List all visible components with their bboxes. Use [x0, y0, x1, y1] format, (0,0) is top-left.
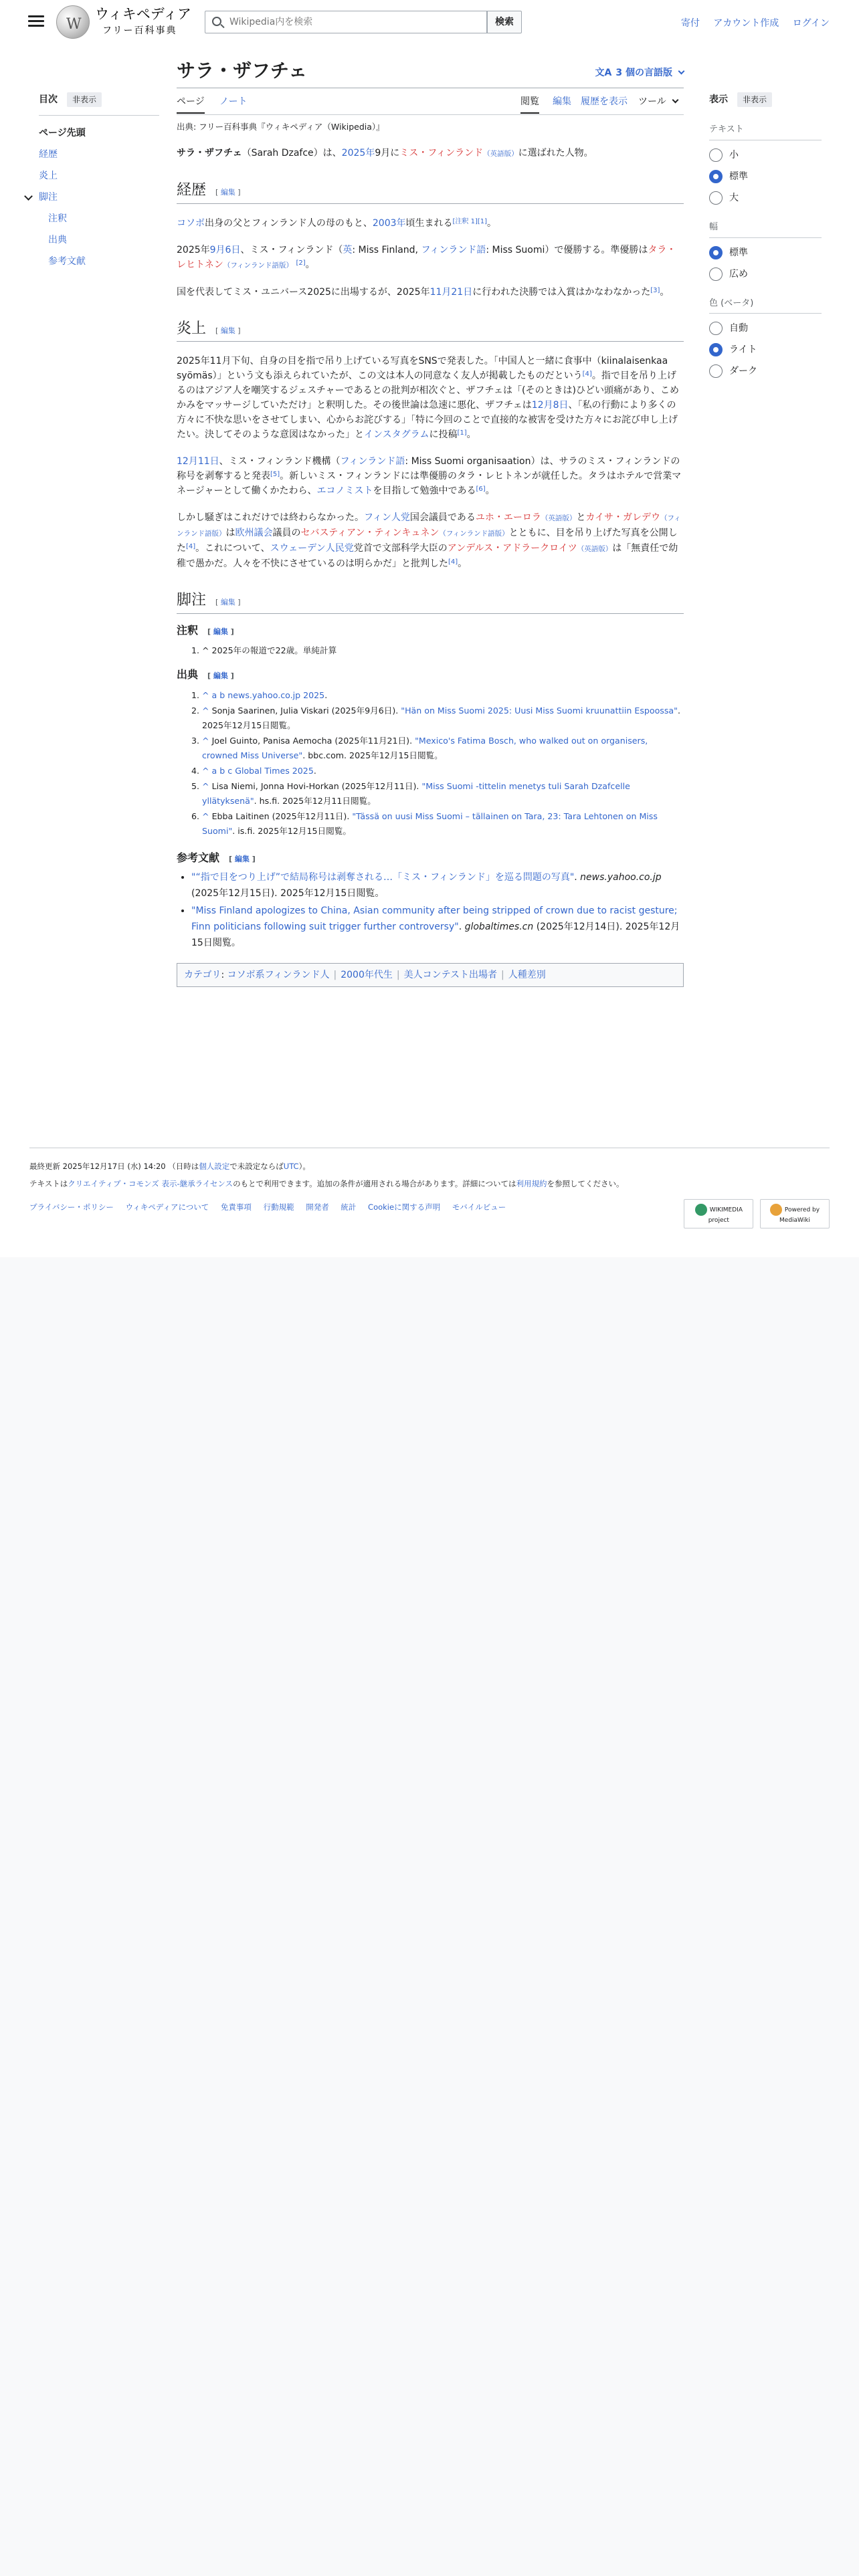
text: 議員の [272, 528, 301, 539]
backlink[interactable]: ^ [202, 780, 209, 791]
language-count: 3 個の言語版 [615, 68, 672, 78]
link-sebastian[interactable]: セバスティアン・ティンキュネン [300, 528, 440, 539]
text: . [324, 689, 328, 700]
text: . hs.fi. 2025年12月11日閲覧。 [254, 795, 376, 806]
text: : Miss Finland, [352, 244, 421, 255]
reference-item [202, 779, 684, 809]
heading-text: 注釈 [177, 623, 199, 637]
link-finnish-version[interactable]: （フィンランド語版） [223, 261, 294, 270]
ref-link[interactable]: [3] [650, 286, 660, 294]
text: . is.fi. 2025年12月15日閲覧。 [232, 825, 351, 836]
radio-width-standard[interactable] [709, 242, 822, 263]
toc-item-bibliography[interactable]: 参考文献 [48, 256, 86, 267]
radio-color-light[interactable] [709, 339, 822, 360]
bibliography-link[interactable]: "Miss Finland apologizes to China, Asian community after being stripped of crown due to racist gesture; Finn politicians following suit trigger further controversy" [191, 905, 678, 932]
appearance-panel [709, 91, 822, 382]
ref-link[interactable]: [2] [296, 259, 306, 267]
link-finnish[interactable]: フィンランド語 [421, 244, 486, 255]
edit-section: [ 編集 ] [207, 671, 234, 681]
heading-text: 出典 [177, 668, 199, 681]
ref-link[interactable]: [1] [457, 429, 467, 437]
heading-career [177, 181, 684, 204]
radio-label: 標準 [729, 247, 748, 258]
text: に投稿 [429, 429, 458, 441]
text: 頃生まれる [405, 217, 453, 229]
heading-text: 参考文献 [177, 851, 220, 864]
link-english-version[interactable]: （英語版） [483, 150, 518, 158]
radio-text-standard[interactable] [709, 166, 822, 187]
radio-label: 広め [729, 268, 748, 280]
search-button[interactable]: 検索 [487, 11, 522, 33]
radio-text-large[interactable] [709, 187, 822, 209]
last-modified [29, 1160, 830, 1172]
license-text [29, 1178, 830, 1190]
logo-title[interactable]: ウィキペディア [95, 6, 192, 22]
edit-section: [ 編集 ] [229, 854, 256, 863]
edit-link[interactable]: 編集 [220, 598, 235, 607]
heading-flame [177, 320, 684, 342]
radio-icon [709, 364, 723, 378]
toc-item-notes-row [39, 187, 159, 208]
section-label: テキスト [709, 123, 822, 140]
footer-link-stats[interactable]: 統計 [341, 1202, 357, 1212]
link-finnish-version[interactable]: （フィンランド語版） [439, 530, 509, 538]
link-miss-finland[interactable]: ミス・フィンランド [399, 148, 484, 158]
link-finnish[interactable]: フィンランド語 [340, 456, 405, 467]
flame-paragraph-2 [177, 454, 684, 498]
appearance-title: 表示 [709, 94, 728, 105]
link-economist[interactable]: エコノミスト [316, 486, 373, 497]
heading-bibliography [177, 851, 684, 865]
text: 国会議員である [409, 512, 476, 524]
edit-link[interactable]: 編集 [213, 671, 228, 681]
text: Sonja Saarinen, Julia Viskari (2025年9月6日). [211, 705, 401, 716]
utc-link[interactable]: UTC [283, 1162, 299, 1171]
chevron-down-icon [672, 97, 678, 104]
tab-talk[interactable]: ノート [219, 96, 248, 107]
link-2003[interactable]: 2003年 [372, 217, 406, 229]
publisher: globaltimes.cn [464, 921, 534, 932]
chevron-down-icon [678, 68, 685, 75]
text: Ebba Laitinen (2025年12月11日). [211, 811, 353, 821]
categories-link[interactable]: カテゴリ [184, 969, 221, 980]
link-finns-party[interactable]: フィン人党 [364, 512, 410, 524]
search-box [205, 11, 487, 33]
edit-link[interactable]: 編集 [220, 326, 235, 335]
translate-icon: 文A [595, 68, 612, 78]
text: 。これについて、 [195, 543, 270, 554]
reference-link[interactable]: "Tässä on uusi Miss Suomi – tällainen on Tara, 23: Tara Lehtonen on Miss Suomi" [202, 811, 658, 836]
text: （Sarah Dzafce）は、 [242, 148, 342, 158]
text: 。 [466, 429, 476, 441]
bibliography-link[interactable]: "“指で目をつり上げ”で結局称号は剥奪される…「ミス・フィンランド」を巡る問題の写真" [191, 871, 575, 883]
table-of-contents [39, 91, 159, 272]
text: 。 [485, 486, 495, 497]
toc-divider [39, 115, 159, 116]
text: は [225, 528, 235, 539]
footer-link-developers[interactable]: 開発者 [306, 1202, 329, 1212]
link-date[interactable]: 12月11日 [177, 456, 219, 467]
login-link[interactable]: ログイン [792, 18, 830, 29]
footer-link-privacy[interactable]: プライバシー・ポリシー [29, 1202, 114, 1212]
radio-color-dark[interactable] [709, 360, 822, 382]
category-box: カテゴリ: コソボ系フィンランド人 | 2000年代生 | 美人コンテスト出場者 | 人種差別 [177, 963, 684, 987]
text: . [458, 921, 465, 932]
reference-link[interactable]: news.yahoo.co.jp 2025 [227, 689, 325, 700]
link-date[interactable]: 11月21日 [430, 286, 473, 298]
radio-width-wide[interactable] [709, 263, 822, 285]
reference-link[interactable]: "Mexico's Fatima Bosch, who walked out on organisers, crowned Miss Universe" [202, 735, 648, 760]
color-section [709, 297, 822, 383]
link-finnish-version[interactable]: （フィンランド語版） [177, 514, 681, 538]
radio-color-auto[interactable] [709, 318, 822, 339]
text: 2025年11月下旬、自身の目を指で吊り上げている写真をSNSで発表した。「中国人と一緒に食事中（kiinalaisenkaa syömäs）」という文も添えられていたが、この文は本人の同意なく友人が掲載したものだという [177, 356, 668, 382]
text: を参照してください。 [547, 1179, 624, 1189]
radio-icon [709, 191, 723, 205]
toc-hide-button[interactable]: 非表示 [67, 92, 102, 107]
ref-link[interactable]: [5] [270, 471, 280, 479]
wikimedia-icon [695, 1204, 707, 1216]
text-size-section [709, 123, 822, 209]
edit-section: [ 編集 ] [215, 326, 241, 335]
text: (2025年12月14日). 2025年12月15日閲覧。 [191, 921, 680, 948]
footer-link-disclaimer[interactable]: 免責事項 [220, 1202, 252, 1212]
link-juho[interactable]: ユホ・エーロラ [475, 512, 541, 524]
link-kosovo[interactable]: コソボ [177, 217, 205, 229]
wikimedia-badge[interactable] [684, 1199, 753, 1228]
category-link[interactable]: 2000年代生 [341, 969, 393, 980]
bibliography-item [191, 903, 684, 951]
page-title: サラ・ザフチェ [177, 60, 308, 82]
radio-label: 小 [729, 149, 739, 160]
backlink[interactable]: ^ [202, 735, 209, 746]
text: しかし騒ぎはこれだけでは終わらなかった。 [177, 512, 364, 524]
reference-link[interactable]: Global Times 2025 [235, 765, 314, 776]
personal-tools [670, 16, 830, 31]
flame-paragraph-1 [177, 354, 684, 442]
backlink[interactable]: ^ [202, 705, 209, 716]
reference-item [202, 734, 684, 763]
radio-selected-icon [709, 343, 723, 356]
section-label: 幅 [709, 221, 822, 238]
ref-link[interactable]: [4] [448, 558, 458, 566]
text: 党首で文部科学大臣の [353, 543, 448, 554]
logo-tagline: フリー百科事典 [102, 25, 177, 36]
appearance-hide-button[interactable]: 非表示 [737, 92, 772, 107]
tab-read[interactable]: 閲覧 [520, 94, 539, 114]
toc-item-notes[interactable]: 脚注 [39, 192, 58, 203]
radio-text-small[interactable] [709, 144, 822, 166]
radio-icon [709, 322, 723, 335]
link-tara[interactable]: タラ・レヒトネン [177, 244, 676, 270]
career-paragraph-1 [177, 216, 684, 231]
tab-edit[interactable]: 編集 [553, 96, 571, 107]
edit-link[interactable]: 編集 [220, 188, 235, 197]
text: 。 [458, 558, 468, 570]
text: 、「私の行動により多くの方々に不快な思いをさせてしまい、心からお詫びする」「特に今回のことで直接的な被害を受けた方々にお詫び申し上げたい。決してそのような意図はなかった」と [177, 400, 678, 441]
text: 2025年 [177, 244, 210, 255]
link-english-version[interactable]: （英語版） [541, 514, 577, 523]
text: 。指で目を吊り上げるのはアジア人を嘲笑するジェスチャーであるとの批判が相次ぐと、ザフチェは「(そのときは)ひどい頭痛があり、こめかみをマッサージしていただけ」と釈明した。その後世論は急速に悪化、ザフチェは [177, 370, 679, 411]
language-button[interactable] [595, 66, 684, 80]
toc-header [39, 91, 159, 111]
tab-history[interactable]: 履歴を表示 [581, 96, 628, 107]
radio-icon [709, 148, 723, 162]
search-icon [212, 17, 221, 26]
flame-paragraph-3 [177, 510, 684, 571]
mediawiki-icon [770, 1204, 782, 1216]
heading-note-sub [177, 623, 684, 638]
link-2025[interactable]: 2025年 [341, 148, 375, 158]
ref-link[interactable]: [4] [186, 543, 196, 551]
text: 。 [660, 286, 670, 298]
tab-page[interactable]: ページ [177, 94, 205, 114]
reference-link[interactable]: "Hän on Miss Suomi 2025: Uusi Miss Suomi kruunattiin Espoossa" [401, 705, 678, 716]
tools-menu[interactable] [638, 94, 678, 109]
notes-list [202, 643, 684, 658]
backlink[interactable]: ^ [202, 811, 209, 821]
edit-link[interactable]: 編集 [213, 627, 228, 636]
text: : Miss Suomi）で優勝する。 [486, 244, 611, 255]
bibliography-list [191, 869, 684, 951]
references-list [202, 688, 684, 839]
license-link[interactable]: クリエイティブ・コモンズ 表示-継承ライセンス [68, 1179, 233, 1189]
bibliography-item [191, 869, 684, 901]
text: 出身の父とフィンランド人の母のもと、 [205, 217, 373, 229]
text: Lisa Niemi, Jonna Hovi-Horkan (2025年12月11日). [211, 780, 422, 791]
edit-link[interactable]: 編集 [234, 854, 250, 863]
intro-paragraph [177, 146, 684, 161]
preferences-link[interactable]: 個人設定 [199, 1162, 230, 1171]
heading-text: 脚注 [177, 592, 207, 609]
footer-link-about[interactable]: ウィキペディアについて [125, 1202, 209, 1212]
text: 準優勝は [610, 244, 648, 255]
text: 。 [305, 259, 315, 270]
note-item: 1. ^ 2025年の報道で22歳。単純計算 [202, 643, 684, 658]
link-english[interactable]: 英 [343, 244, 353, 255]
backlink[interactable]: ^ a b c [202, 765, 233, 776]
category-link[interactable]: コソボ系フィンランド人 [227, 969, 330, 980]
link-european-parliament[interactable]: 欧州議会 [235, 528, 273, 539]
text: を目指して勉強中である [373, 486, 476, 497]
text: 最終更新 2025年12月17日 (水) 14:20 （日時は [29, 1162, 199, 1171]
site-subtitle: 出典: フリー百科事典『ウィキペディア（Wikipedia）』 [177, 122, 385, 132]
radio-label: ダーク [729, 366, 757, 377]
radio-label: 自動 [729, 323, 748, 334]
search-input[interactable] [229, 15, 477, 29]
text: と [576, 512, 586, 524]
link-kaisa[interactable]: カイサ・ガレデウ [585, 512, 660, 524]
ref-link[interactable]: [4] [582, 370, 592, 379]
link-anders[interactable]: アンデルス・アドラークロイツ [447, 543, 577, 554]
toc-item-note-sub[interactable]: 注釈 [48, 213, 67, 224]
ref-link[interactable]: [6] [476, 486, 486, 494]
text: Joel Guinto, Panisa Aemocha (2025年11月21日). [211, 735, 415, 746]
reference-item [202, 704, 684, 733]
text: に行われた決勝では入賞はかなわなかった [472, 286, 651, 298]
radio-label: 大 [729, 192, 739, 203]
donate-link[interactable]: 寄付 [680, 18, 700, 29]
text: ）。 [298, 1162, 310, 1171]
toc-item-career[interactable]: 経歴 [39, 149, 58, 160]
badge-label: Powered by MediaWiki [779, 1206, 820, 1224]
page-tabs [177, 88, 684, 115]
main-menu-icon[interactable] [28, 13, 44, 29]
text: . bbc.com. 2025年12月15日閲覧。 [302, 750, 443, 760]
link-date[interactable]: 12月8日 [531, 400, 569, 411]
subject-name: サラ・ザフチェ [177, 148, 242, 158]
footer-link-cookies[interactable]: Cookieに関する声明 [368, 1202, 441, 1212]
toc-title: 目次 [39, 94, 58, 105]
radio-selected-icon [709, 246, 723, 259]
title-row [177, 56, 684, 88]
text: . [574, 871, 581, 883]
text: 。 [487, 217, 497, 229]
text: のもとで利用できます。追加の条件が適用される場合があります。詳細については [233, 1179, 516, 1189]
link-swedish-peoples-party[interactable]: スウェーデン人民党 [270, 543, 354, 554]
text: とともに、目を吊り上げた写真を公開した [177, 528, 678, 554]
backlink[interactable]: ^ a b [202, 689, 225, 700]
link-english-version[interactable]: （英語版） [577, 545, 613, 554]
text: に選ばれた人物。 [518, 148, 593, 158]
text: テキストは [29, 1179, 68, 1189]
reference-item [202, 688, 684, 703]
tools-label: ツール [638, 96, 666, 107]
reference-item [202, 764, 684, 778]
radio-icon [709, 267, 723, 281]
toc-item-top[interactable]: ページ先頭 [39, 128, 86, 138]
toc-item-flame[interactable]: 炎上 [39, 171, 58, 181]
section-label: 色 (ベータ) [709, 297, 822, 314]
footer [29, 1148, 830, 1224]
main-content [177, 56, 684, 987]
heading-sources [177, 667, 684, 682]
text: 、ミス・フィンランド機構（ [219, 456, 341, 467]
career-paragraph-2 [177, 243, 684, 273]
category-link[interactable]: 美人コンテスト出場者 [403, 969, 498, 980]
category-link[interactable]: 人種差別 [508, 969, 546, 980]
text: : Miss Suomi organisaation）は、サラのミス・フィンランドの称号を剥奪すると発表 [177, 456, 680, 482]
create-account-link[interactable]: アカウント作成 [713, 18, 779, 29]
text: 。新しいミス・フィンランドには準優勝のタラ・レヒトネンが就任した。タラはホテルで営業マネージャーとして働くかたわら、 [177, 471, 682, 497]
footer-link-mobile[interactable]: モバイルビュー [452, 1202, 506, 1212]
link-instagram[interactable]: インスタグラム [364, 429, 430, 441]
text: . [313, 765, 316, 776]
edit-section: [ 編集 ] [215, 598, 241, 607]
text: . 2025年12月15日閲覧。 [202, 705, 680, 730]
reference-item [202, 809, 684, 839]
edit-section: [ 編集 ] [215, 188, 241, 197]
radio-label: 標準 [729, 171, 748, 182]
career-paragraph-3 [177, 285, 684, 300]
mediawiki-badge[interactable] [760, 1199, 830, 1228]
heading-text: 炎上 [177, 320, 207, 337]
text: 9月に [375, 148, 400, 158]
terms-link[interactable]: 利用規約 [516, 1179, 547, 1189]
text: 、ミス・フィンランド（ [240, 244, 343, 255]
heading-notes [177, 591, 684, 614]
radio-selected-icon [709, 170, 723, 183]
link-date[interactable]: 9月6日 [209, 244, 241, 255]
toc-item-sources[interactable]: 出典 [48, 235, 67, 245]
edit-section: [ 編集 ] [207, 627, 234, 636]
badge-label: WIKIMEDIA project [708, 1206, 743, 1224]
reference-link[interactable]: "Miss Suomi -tittelin menetys tuli Sarah Dzafcelle yllätyksenä" [202, 780, 630, 806]
text: で未設定ならば [229, 1162, 284, 1171]
wikipedia-globe-icon[interactable] [56, 5, 90, 39]
text: 国を代表してミス・ユニバース2025に出場するが、2025年 [177, 286, 430, 298]
publisher: news.yahoo.co.jp [580, 871, 662, 883]
footer-badges [680, 1199, 830, 1228]
radio-label: ライト [729, 344, 757, 356]
heading-text: 経歴 [177, 182, 207, 199]
text: (2025年12月15日). 2025年12月15日閲覧。 [191, 887, 385, 899]
footer-link-code-of-conduct[interactable]: 行動規範 [263, 1202, 294, 1212]
appearance-header [709, 91, 822, 111]
ref-link[interactable]: [注釈 1][1] [452, 217, 488, 225]
header [0, 0, 859, 47]
width-section [709, 221, 822, 285]
text: は「無責任で幼稚で愚かだ。人々を不快にさせているのは明らかだ」と批判した [177, 543, 678, 570]
